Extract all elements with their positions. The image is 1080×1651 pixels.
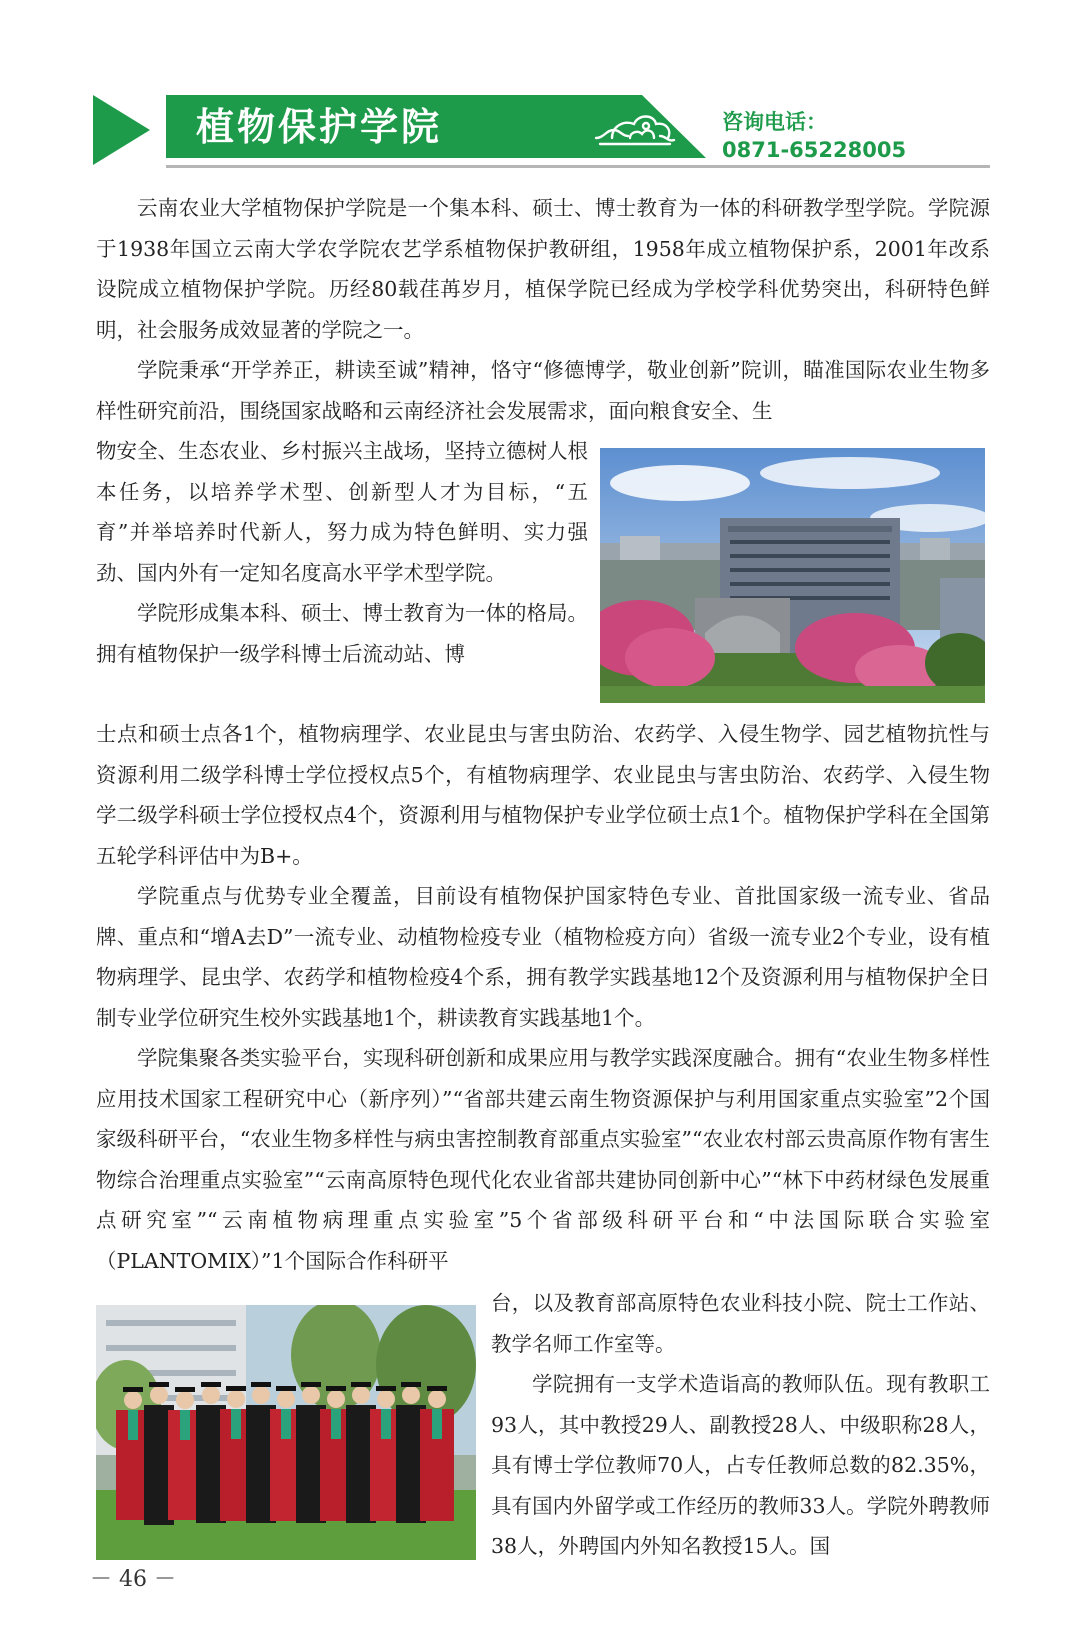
header-arrow-icon <box>93 95 150 165</box>
paragraph-intro: 云南农业大学植物保护学院是一个集本科、硕士、博士教育为一体的科研教学型学院。学院源于1938年国立云南大学农学院农艺学系植物保护教研组，1958年成立植物保护系，2001年改系设院成立植物保护学院。历经80载荏苒岁月，植保学院已经成为学校学科优势突出，科研特色鲜明，社会服务成效显著的学院之一。 <box>96 196 990 342</box>
paragraph-majors: 学院重点与优势专业全覆盖，目前设有植物保护国家特色专业、首批国家级一流专业、省品牌、重点和“增A去D”一流专业、动植物检疫专业（植物检疫方向）省级一流专业2个专业，设有植物病理学、昆虫学、农药学和植物检疫4个系，拥有教学实践基地12个及资源利用与植物保护全日制专业学位研究生校外实践基地1个，耕读教育实践基地1个。 <box>96 884 990 1030</box>
paragraph-platforms-start: 学院集聚各类实验平台，实现科研创新和成果应用与教学实践深度融合。拥有“农业生物多样性应用技术国家工程研究中心（新序列）”“省部共建云南生物资源保护与利用国家重点实验室”2个国家级科研平台，“农业生物多样性与病虫害控制教育部重点实验室”“农业农村部云贵高原作物有害生物综合治理重点实验室”“云南高原特色现代化农业省部共建协同创新中心”“林下中药材绿色发展重点研究室”“云南植物病理重点实验室”5个省部级科研平台和“中法国际联合实验室（PLANTOMIX）”1个国际合作科研平 <box>96 1046 990 1273</box>
page-number: － 46 － <box>90 1567 176 1592</box>
header-divider <box>166 165 990 168</box>
text-block-beside-photo <box>96 431 588 674</box>
paragraph-degrees-end: 士点和硕士点各1个，植物病理学、农业昆虫与害虫防治、农药学、入侵生物学、园艺植物抗性与资源利用二级学科博士学位授权点5个，有植物病理学、农业昆虫与害虫防治、农药学、入侵生物学二级学科硕士学位授权点4个，资源利用与植物保护专业学位硕士点1个。植物保护学科在全国第五轮学科评估中为B+。 <box>96 722 990 868</box>
text-block-bottom-right <box>491 1283 990 1567</box>
contact-phone: 0871-65228005 <box>722 138 907 162</box>
paragraph-platforms-end: 台，以及教育部高原特色农业科技小院、院士工作站、教学名师工作室等。 <box>491 1291 990 1356</box>
graduates-group-photo <box>96 1305 476 1560</box>
text-block-middle <box>96 714 990 1281</box>
contact-label: 咨询电话： <box>722 110 827 134</box>
paragraph-motto-start: 学院秉承“开学养正，耕读至诚”精神，恪守“修德博学，敬业创新”院训，瞄准国际农业生物多样性研究前沿，围绕国家战略和云南经济社会发展需求，面向粮食安全、生 <box>96 358 990 423</box>
campus-building-photo <box>600 448 985 703</box>
contact-info <box>722 108 906 164</box>
text-block-top <box>96 188 990 431</box>
paragraph-degrees-start: 学院形成集本科、硕士、博士教育为一体的格局。拥有植物保护一级学科博士后流动站、博 <box>96 601 588 666</box>
paragraph-motto-end: 物安全、生态农业、乡村振兴主战场，坚持立德树人根本任务，以培养学术型、创新型人才为目标，“五育”并举培养时代新人，努力成为特色鲜明、实力强劲、国内外有一定知名度高水平学术型学院。 <box>96 439 588 585</box>
auspicious-cloud-icon <box>590 108 678 150</box>
paragraph-faculty: 学院拥有一支学术造诣高的教师队伍。现有教职工93人，其中教授29人、副教授28人、中级职称28人，具有博士学位教师70人，占专任教师总数的82.35%，具有国内外留学或工作经历的教师33人。学院外聘教师38人，外聘国内外知名教授15人。国 <box>491 1372 990 1558</box>
page-title: 植物保护学院 <box>196 105 443 149</box>
